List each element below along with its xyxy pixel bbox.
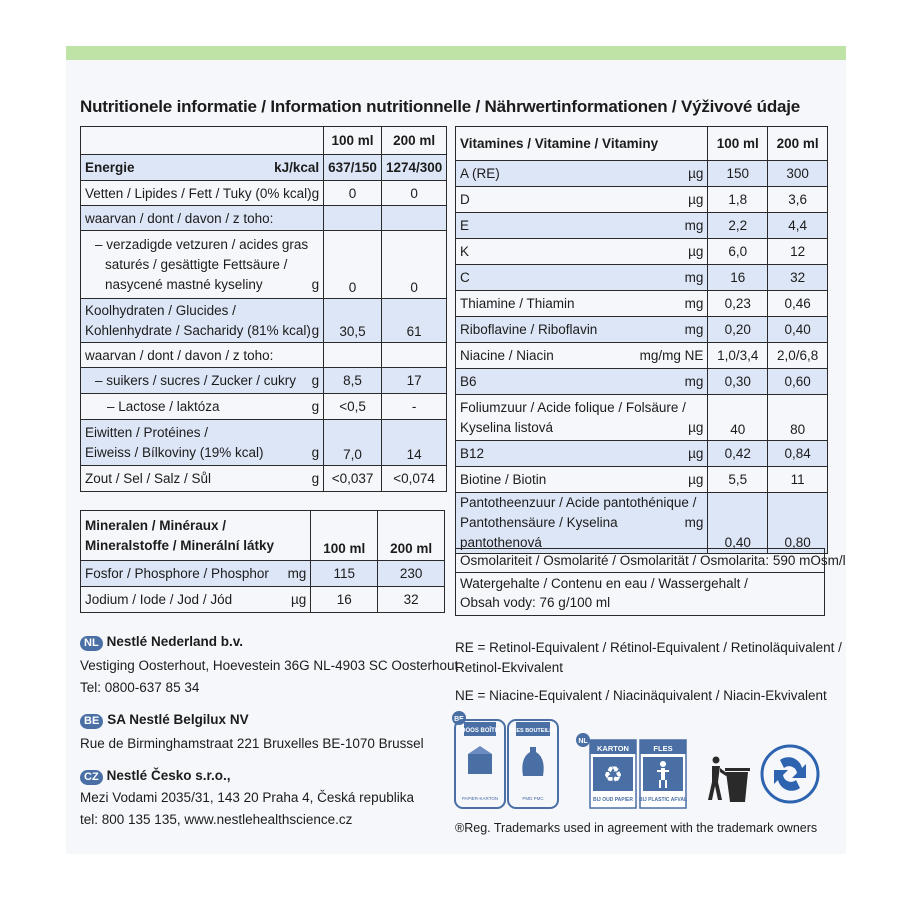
- row-label: Koolhydraten / Glucides /: [85, 302, 236, 318]
- row-label: – verzadigde vetzuren / acides gras: [95, 236, 309, 252]
- row-unit: mg: [684, 374, 704, 389]
- trademark-note: ®Reg. Trademarks used in agreement with the trademark owners: [455, 821, 818, 835]
- table-row: [456, 291, 828, 317]
- doos-sub-label: PAPIER-KARTON: [461, 796, 499, 801]
- value-200ml: 0,60: [768, 369, 828, 395]
- be-badge-label: BE: [454, 716, 464, 723]
- value-100ml: 0,20: [708, 317, 768, 343]
- row-label: – suikers / sucres / Zucker / cukry: [95, 373, 297, 388]
- row-unit: mg: [287, 566, 307, 581]
- col-header-200ml: 200 ml: [381, 127, 446, 155]
- company-address: Rue de Birminghamstraat 221 Bruxelles BE-1070 Brussel: [80, 736, 424, 751]
- table-row: [456, 395, 828, 441]
- row-label: Kohlenhydrate / Sacharidy (81% kcal): [85, 322, 311, 338]
- row-label: Niacine / Niacin: [460, 348, 554, 363]
- company-nl: [80, 632, 243, 652]
- value-200ml: 0,40: [768, 317, 828, 343]
- row-label: Riboflavine / Riboflavin: [460, 322, 598, 337]
- retinol-note: RE = Retinol-Equivalent / Rétinol-Equivalent / Retinoläquivalent /: [455, 640, 842, 655]
- row-label: – Lactose / laktóza: [107, 399, 220, 414]
- row-label: B6: [460, 374, 477, 389]
- row-unit: µg: [688, 419, 704, 435]
- company-name: SA Nestlé Belgilux NV: [107, 712, 249, 727]
- water-content-value: Obsah vody: 76 g/100 ml: [460, 595, 611, 610]
- row-label: Energie: [85, 160, 135, 175]
- row-label: Thiamine / Thiamin: [460, 296, 575, 311]
- value-100ml: 115: [311, 561, 378, 587]
- table-row: [81, 155, 447, 181]
- recycling-logos: [450, 710, 830, 820]
- value-100ml: 1,0/3,4: [708, 343, 768, 369]
- value-200ml: 3,6: [768, 187, 828, 213]
- table-row: [456, 317, 828, 343]
- row-unit: mg: [684, 296, 704, 311]
- value-200ml: 0: [381, 181, 446, 206]
- value-200ml: 11: [768, 467, 828, 493]
- karton-sub-label: BIJ OUD PAPIER: [593, 797, 633, 803]
- company-cz: [80, 766, 230, 786]
- carton-icon: [468, 746, 492, 774]
- page-title: Nutritionele informatie / Information nutritionnelle / Nährwertinformationen / Výživové údaje: [80, 97, 801, 116]
- row-unit: kJ/kcal: [274, 160, 320, 175]
- table-row: [456, 265, 828, 291]
- row-label: nasycené mastné kyseliny: [105, 276, 263, 292]
- table-row: [81, 394, 447, 420]
- row-unit: g: [311, 322, 320, 338]
- table-row: [81, 420, 447, 466]
- row-unit: g: [311, 444, 320, 460]
- value-100ml: 16: [708, 265, 768, 291]
- row-label: Jodium / Iode / Jod / Jód: [85, 592, 233, 607]
- table-row: [456, 161, 828, 187]
- table-row: [81, 299, 447, 343]
- vitamins-table: [455, 126, 828, 161]
- row-unit: g: [311, 471, 320, 486]
- value-200ml: 32: [768, 265, 828, 291]
- green-top-strip: [66, 46, 846, 60]
- table-row: [81, 206, 447, 231]
- row-label: Biotine / Biotin: [460, 472, 547, 487]
- value-100ml: 30,5: [324, 299, 382, 343]
- recycle-arrows-icon: ♻: [603, 763, 623, 788]
- row-label: Vetten / Lipides / Fett / Tuky (0% kcal): [85, 185, 312, 201]
- value-100ml: 5,5: [708, 467, 768, 493]
- value-200ml: 2,0/6,8: [768, 343, 828, 369]
- value-100ml: 40: [708, 395, 768, 441]
- osmolarity-box: [455, 548, 846, 616]
- table-row: [81, 561, 445, 587]
- value-200ml: 1274/300: [381, 155, 446, 181]
- minerals-table: [80, 510, 445, 613]
- value-100ml: <0,5: [324, 394, 382, 420]
- col-header-100ml: 100 ml: [708, 127, 768, 161]
- row-label: Pantotheenzuur / Acide pantothénique /: [460, 495, 697, 510]
- value-100ml: 637/150: [324, 155, 382, 181]
- value-100ml: 0,42: [708, 441, 768, 467]
- value-100ml: 0: [324, 181, 382, 206]
- table-row: [456, 493, 828, 554]
- table-row: [81, 466, 447, 492]
- nl-badge-label: NL: [578, 738, 588, 745]
- table-row: [456, 187, 828, 213]
- value-200ml: -: [381, 394, 446, 420]
- vitamins-rows: [455, 160, 828, 554]
- table-row: [456, 239, 828, 265]
- row-unit: g: [311, 185, 320, 201]
- row-unit: g: [311, 373, 320, 388]
- col-header-100ml: 100 ml: [324, 127, 382, 155]
- cz-flag-badge: CZ: [80, 770, 103, 785]
- row-unit: µg: [688, 244, 704, 259]
- table-row: [81, 343, 447, 368]
- minerals-heading: Mineralen / Minéraux /: [85, 517, 227, 533]
- row-label: Eiwitten / Protéines /: [85, 424, 209, 440]
- company-address: Vestiging Oosterhout, Hoevestein 36G NL-4903 SC Oosterhout: [80, 658, 459, 673]
- row-label: C: [460, 270, 470, 285]
- table-row: [81, 231, 447, 299]
- minerals-heading: Mineralstoffe / Minerální látky: [85, 537, 275, 553]
- karton-label: KARTON: [597, 744, 629, 753]
- retinol-note-2: Retinol-Ekvivalent: [455, 660, 564, 675]
- table-row: [81, 181, 447, 206]
- value-100ml: 0,40: [708, 493, 768, 554]
- value-200ml: 300: [768, 161, 828, 187]
- vitamins-heading: Vitamines / Vitamine / Vitaminy: [456, 127, 708, 161]
- row-label: D: [460, 192, 470, 207]
- company-address: Mezi Vodami 2035/31, 143 20 Praha 4, Česká republika: [80, 790, 414, 805]
- value-100ml: 16: [311, 587, 378, 613]
- value-200ml: 4,4: [768, 213, 828, 239]
- row-label: E: [460, 218, 470, 233]
- green-dot-icon: [762, 746, 818, 802]
- row-label: B12: [460, 446, 485, 461]
- row-label: Fosfor / Phosphore / Phosphor: [85, 566, 269, 581]
- company-name: Nestlé Česko s.r.o.,: [106, 768, 231, 783]
- company-phone: Tel: 0800-637 85 34: [80, 680, 200, 695]
- be-flag-badge: BE: [80, 714, 103, 729]
- value-100ml: 2,2: [708, 213, 768, 239]
- row-unit: mg/mg NE: [639, 348, 704, 363]
- value-100ml: <0,037: [324, 466, 382, 492]
- value-200ml: 0,46: [768, 291, 828, 317]
- row-label: Eiweiss / Bílkoviny (19% kcal): [85, 444, 264, 460]
- row-label: K: [460, 244, 470, 259]
- value-100ml: 0,30: [708, 369, 768, 395]
- water-content-text: Watergehalte / Contenu en eau / Wassergehalt /: [460, 576, 748, 591]
- value-200ml: 32: [378, 587, 445, 613]
- table-row: [456, 343, 828, 369]
- fles2-label: FLES: [653, 744, 673, 753]
- nutrition-table: [80, 126, 447, 492]
- table-row: [456, 441, 828, 467]
- value-200ml: 0: [381, 231, 446, 299]
- value-100ml: 0,23: [708, 291, 768, 317]
- row-unit: mg: [684, 218, 704, 233]
- fles2-sub-label: BIJ PLASTIC AFVAL: [638, 797, 688, 803]
- row-label: Pantothensäure / Kyselina pantothenová: [460, 515, 618, 550]
- col-header-200ml: 200 ml: [378, 511, 445, 561]
- value-100ml: 7,0: [324, 420, 382, 466]
- row-unit: µg: [688, 192, 704, 207]
- value-200ml: 230: [378, 561, 445, 587]
- row-label: waarvan / dont / davon / z toho:: [81, 343, 324, 368]
- table-row: [81, 368, 447, 394]
- tidyman-icon: [708, 757, 750, 803]
- trash-bag-icon: [522, 747, 543, 776]
- value-200ml: 61: [381, 299, 446, 343]
- row-unit: µg: [688, 472, 704, 487]
- osmolarity-text: Osmolariteit / Osmolarité / Osmolarität / Osmolarita: 590 mOsm/l: [460, 553, 846, 568]
- value-200ml: 17: [381, 368, 446, 394]
- value-100ml: 150: [708, 161, 768, 187]
- value-200ml: 14: [381, 420, 446, 466]
- value-200ml: <0,074: [381, 466, 446, 492]
- value-200ml: 80: [768, 395, 828, 441]
- row-label: Zout / Sel / Salz / Sůl: [85, 471, 212, 486]
- col-header-100ml: 100 ml: [311, 511, 378, 561]
- company-be: [80, 710, 249, 730]
- row-unit: g: [311, 399, 320, 414]
- company-contact: tel: 800 135 135, www.nestlehealthscience.cz: [80, 812, 353, 827]
- row-label: saturés / gesättigte Fettsäure /: [105, 256, 288, 272]
- row-label: Foliumzuur / Acide folique / Folsäure /: [460, 399, 686, 415]
- value-200ml: 0,80: [768, 493, 828, 554]
- row-label: A (RE): [460, 166, 500, 181]
- table-row: [456, 213, 828, 239]
- table-row: [456, 369, 828, 395]
- value-100ml: 6,0: [708, 239, 768, 265]
- row-label: waarvan / dont / davon / z toho:: [81, 206, 324, 231]
- row-unit: mg: [684, 270, 704, 285]
- table-row: [456, 467, 828, 493]
- value-100ml: 8,5: [324, 368, 382, 394]
- company-name: Nestlé Nederland b.v.: [106, 634, 243, 649]
- table-row: [81, 587, 445, 613]
- row-unit: mg: [684, 515, 704, 530]
- value-100ml: 1,8: [708, 187, 768, 213]
- row-label: Kyselina listová: [460, 419, 554, 435]
- nl-flag-badge: NL: [80, 636, 103, 651]
- row-unit: µg: [688, 166, 704, 181]
- value-200ml: 12: [768, 239, 828, 265]
- value-200ml: 0,84: [768, 441, 828, 467]
- niacin-note: NE = Niacine-Equivalent / Niacinäquivalent / Niacin-Ekvivalent: [455, 688, 827, 703]
- row-unit: g: [311, 276, 320, 292]
- doos-label: DOOS BOÎTE: [461, 728, 499, 734]
- row-unit: µg: [291, 592, 307, 607]
- row-unit: mg: [684, 322, 704, 337]
- fles-sub-label: PMD PMC: [522, 796, 544, 801]
- value-100ml: 0: [324, 231, 382, 299]
- col-header-200ml: 200 ml: [768, 127, 828, 161]
- row-unit: µg: [688, 446, 704, 461]
- fles-label: FLES BOUTEILLE: [509, 728, 557, 734]
